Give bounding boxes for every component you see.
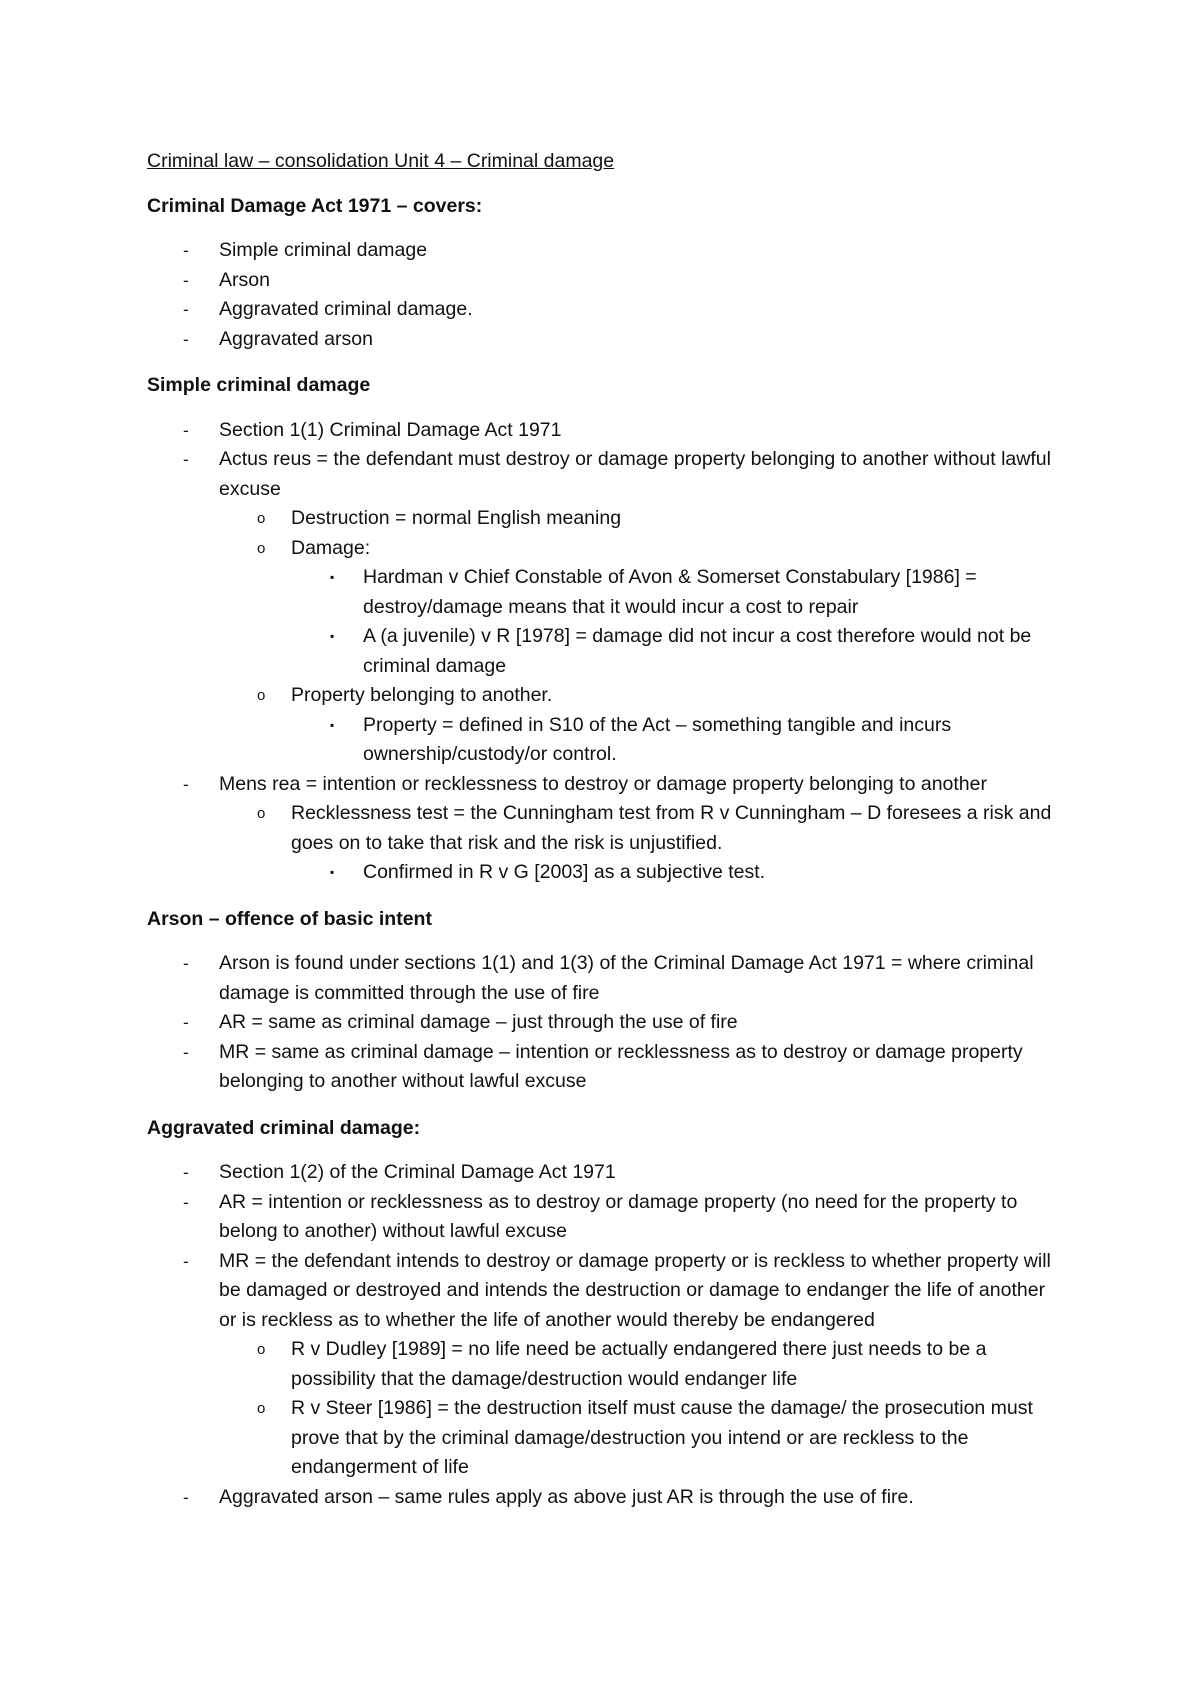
- circle-bullet-icon: o: [257, 510, 266, 527]
- list-item-text: Arson: [219, 268, 270, 291]
- list-item: [147, 799, 1067, 858]
- circle-bullet-icon: o: [257, 687, 266, 704]
- bullet-list: [147, 416, 1067, 888]
- dash-bullet-icon: -: [183, 329, 189, 349]
- circle-bullet-icon: o: [257, 1341, 266, 1358]
- list-item: [147, 1394, 1067, 1483]
- list-item-text: R v Dudley [1989] = no life need be actually endangered there just needs to be a possibility that the damage/destruction would endanger life: [291, 1338, 987, 1390]
- dash-bullet-icon: -: [183, 1013, 189, 1032]
- list-item: [147, 445, 1067, 504]
- document-title: Criminal law – consolidation Unit 4 – Criminal damage: [147, 150, 615, 172]
- square-bullet-icon: ▪: [330, 570, 335, 584]
- dash-bullet-icon: -: [183, 450, 189, 469]
- list-item: [147, 1483, 1067, 1513]
- section-heading: Criminal Damage Act 1971 – covers:: [147, 194, 483, 217]
- dash-bullet-icon: -: [183, 1163, 189, 1182]
- bullet-list: [147, 949, 1067, 1097]
- section-heading: Aggravated criminal damage:: [147, 1116, 421, 1139]
- list-item: [147, 1247, 1067, 1336]
- dash-bullet-icon: -: [183, 1251, 189, 1271]
- list-item-text: AR = intention or recklessness as to destroy or damage property (no need for the property to belong to another) without lawful excuse: [219, 1190, 1018, 1242]
- dash-bullet-icon: -: [183, 1487, 189, 1507]
- list-item-text: Hardman v Chief Constable of Avon & Somerset Constabulary [1986] = destroy/damage means that it would incur a cost to repair: [363, 566, 977, 618]
- list-item-text: AR = same as criminal damage – just through the use of fire: [219, 1011, 738, 1033]
- list-item: [147, 295, 1067, 325]
- list-item-text: Destruction = normal English meaning: [291, 507, 622, 529]
- dash-bullet-icon: -: [183, 270, 189, 290]
- list-item: [147, 1188, 1067, 1247]
- circle-bullet-icon: o: [257, 805, 266, 822]
- dash-bullet-icon: -: [183, 241, 189, 260]
- list-item: [147, 711, 1067, 770]
- list-item-text: Aggravated arson: [219, 327, 373, 350]
- dash-bullet-icon: -: [183, 954, 189, 973]
- list-item-text: A (a juvenile) v R [1978] = damage did not incur a cost therefore would not be criminal damage: [363, 625, 1032, 677]
- list-item-text: Aggravated criminal damage.: [219, 298, 473, 320]
- list-item-text: Arson is found under sections 1(1) and 1(3) of the Criminal Damage Act 1971 = where criminal damage is committed through the use of fire: [219, 952, 1034, 1004]
- list-item-text: R v Steer [1986] = the destruction itself must cause the damage/ the prosecution must prove that by the criminal damage/destruction you intend or are reckless to the endangerment of life: [291, 1397, 1033, 1478]
- list-item: [147, 1008, 1067, 1038]
- square-bullet-icon: ▪: [330, 717, 335, 732]
- list-item: [147, 236, 1067, 266]
- list-item-text: Mens rea = intention or recklessness to destroy or damage property belonging to another: [219, 772, 987, 795]
- section-heading: Simple criminal damage: [147, 374, 371, 396]
- dash-bullet-icon: -: [183, 420, 189, 440]
- dash-bullet-icon: -: [183, 774, 189, 794]
- list-item-text: Aggravated arson – same rules apply as above just AR is through the use of fire.: [219, 1485, 914, 1508]
- list-item: [147, 1038, 1067, 1097]
- list-item-text: Section 1(1) Criminal Damage Act 1971: [219, 418, 562, 441]
- list-item-text: MR = the defendant intends to destroy or damage property or is reckless to whether property will be damaged or destroyed and intends the destruction or damage to endanger the life of another or is reckless as to whether the life of another would thereby be endangered: [219, 1249, 1051, 1331]
- list-item-text: Damage:: [291, 536, 371, 559]
- section-heading: Arson – offence of basic intent: [147, 907, 432, 930]
- bullet-list: [147, 236, 1067, 354]
- list-item: [147, 770, 1067, 800]
- list-item-text: Confirmed in R v G [2003] as a subjective test.: [363, 861, 766, 883]
- list-item-text: Simple criminal damage: [219, 239, 428, 261]
- list-item: [147, 563, 1067, 622]
- dash-bullet-icon: -: [183, 300, 189, 319]
- bullet-list: [147, 1158, 1067, 1512]
- list-item: [147, 858, 1067, 888]
- document-sections: [147, 192, 1067, 1513]
- list-item: [147, 622, 1067, 681]
- list-item: [147, 1158, 1067, 1188]
- list-item: [147, 949, 1067, 1008]
- list-item-text: Section 1(2) of the Criminal Damage Act 1971: [219, 1161, 616, 1183]
- list-item: [147, 325, 1067, 355]
- square-bullet-icon: ▪: [330, 865, 335, 879]
- circle-bullet-icon: o: [257, 539, 266, 557]
- list-item: [147, 681, 1067, 711]
- list-item-text: MR = same as criminal damage – intention or recklessness as to destroy or damage property belonging to another without lawful excuse: [219, 1040, 1023, 1092]
- dash-bullet-icon: -: [183, 1192, 189, 1212]
- dash-bullet-icon: -: [183, 1042, 189, 1062]
- document-body: [147, 147, 1067, 1529]
- list-item: [147, 416, 1067, 446]
- list-item: [147, 1335, 1067, 1394]
- square-bullet-icon: ▪: [330, 629, 335, 643]
- list-item-text: Property = defined in S10 of the Act – something tangible and incurs ownership/custody/or control.: [363, 713, 952, 765]
- circle-bullet-icon: o: [257, 1400, 266, 1417]
- list-item-text: Recklessness test = the Cunningham test from R v Cunningham – D foresees a risk and goes on to take that risk and the risk is unjustified.: [291, 802, 1052, 854]
- list-item: [147, 504, 1067, 534]
- list-item-text: Actus reus = the defendant must destroy or damage property belonging to another without lawful excuse: [219, 448, 1051, 500]
- list-item: [147, 266, 1067, 296]
- list-item-text: Property belonging to another.: [291, 684, 553, 706]
- list-item: [147, 534, 1067, 564]
